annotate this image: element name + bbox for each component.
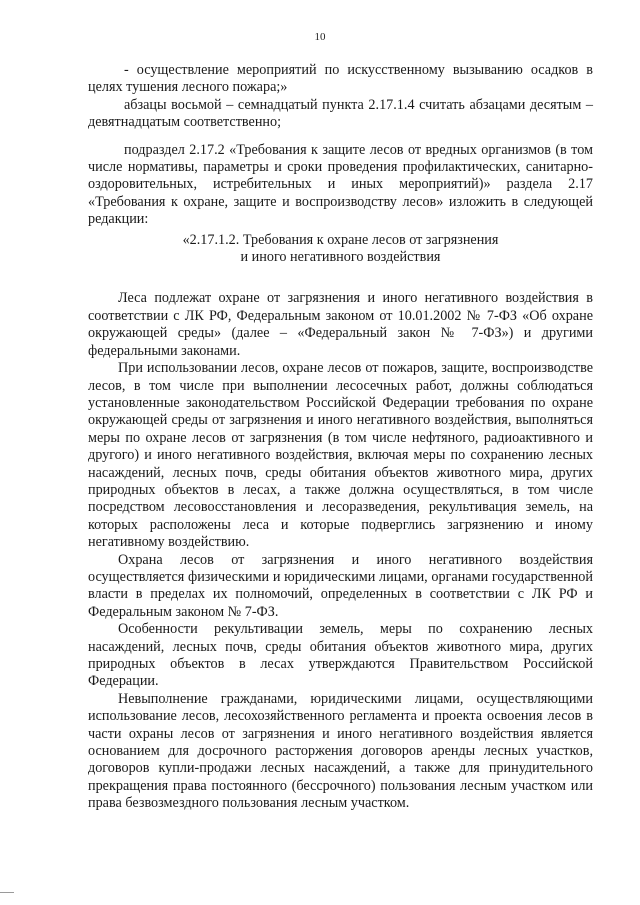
page-number: 10 [314, 31, 326, 43]
paragraph-non-compliance: Невыполнение гражданами, юридическими лицами, осуществляющими использование лесов, лесохозяйственного регламента и проекта освоения лесов в части охраны лесов от загрязнения и иного негативного воздействия является основанием для досрочного расторжения договоров аренды лесных участков, договоров купли-продажи лесных насаждений, а также для принудительного прекращения права постоянного (бессрочного) пользования лесным участком или права безвозмездного пользования лесным участком. [88, 690, 593, 812]
spacer [88, 132, 593, 142]
section-heading-line-1: «2.17.1.2. Требования к охране лесов от загрязнения [182, 231, 499, 248]
scan-edge-mark [0, 892, 14, 893]
paragraph-subsection-2-17-2: подраздел 2.17.2 «Требования к защите лесов от вредных организмов (в том числе нормативы, параметры и сроки проведения профилактических, санитарно-оздоровительных, истребительных и иных мероприятий)» раздела 2.17 «Требования к охране, защите и воспроизводству лесов» изложить в следующей редакции: [88, 141, 593, 228]
paragraph-renumbering: абзацы восьмой – семнадцатый пункта 2.17.1.4 считать абзацами десятым – девятнадцатым соответственно; [88, 96, 593, 131]
paragraph-land-reclamation: Особенности рекультивации земель, меры по сохранению лесных насаждений, лесных почв, среды обитания объектов животного мира, других природных объектов в лесах утверждаются Правительством Российской Федерации. [88, 621, 593, 690]
paragraph-responsible-parties: Охрана лесов от загрязнения и иного негативного воздействия осуществляется физическими и юридическими лицами, органами государственной власти в пределах их полномочий, определенных в соответствии с ЛК РФ и Федеральным законом № 7-ФЗ. [88, 551, 593, 620]
section-heading-line-2: и иного негативного воздействия [240, 249, 441, 266]
paragraph-artificial-precipitation: - осуществление мероприятий по искусственному вызыванию осадков в целях тушения лесного пожара;» [88, 62, 593, 96]
paragraph-forest-protection-law: Леса подлежат охране от загрязнения и иного негативного воздействия в соответствии с ЛК РФ, Федеральным законом от 10.01.2002 № 7-ФЗ «Об охране окружающей среды» (далее – «Федеральный закон № 7-ФЗ») и другими федеральными законами. [88, 290, 593, 359]
spacer [88, 266, 593, 290]
document-body [88, 62, 593, 813]
paragraph-usage-requirements: При использовании лесов, охране лесов от пожаров, защите, воспроизводстве лесов, в том числе при выполнении лесосечных работ, должны соблюдаться установленные законодательством Российской Федерации требования по охране окружающей среды от загрязнения и иного негативного воздействия, выполняться меры по охране лесов от загрязнения (в том числе нефтяного, радиоактивного и другого) и иного негативного воздействия, включая меры по сохранению лесных насаждений, лесных почв, среды обитания объектов животного мира, других природных объектов в лесах, а также должна осуществляться, в том числе посредством лесовосстановления и лесоразведения, рекультивация земель, на которых расположены леса и которые подверглись загрязнению и иному негативному воздействию. [88, 360, 593, 551]
